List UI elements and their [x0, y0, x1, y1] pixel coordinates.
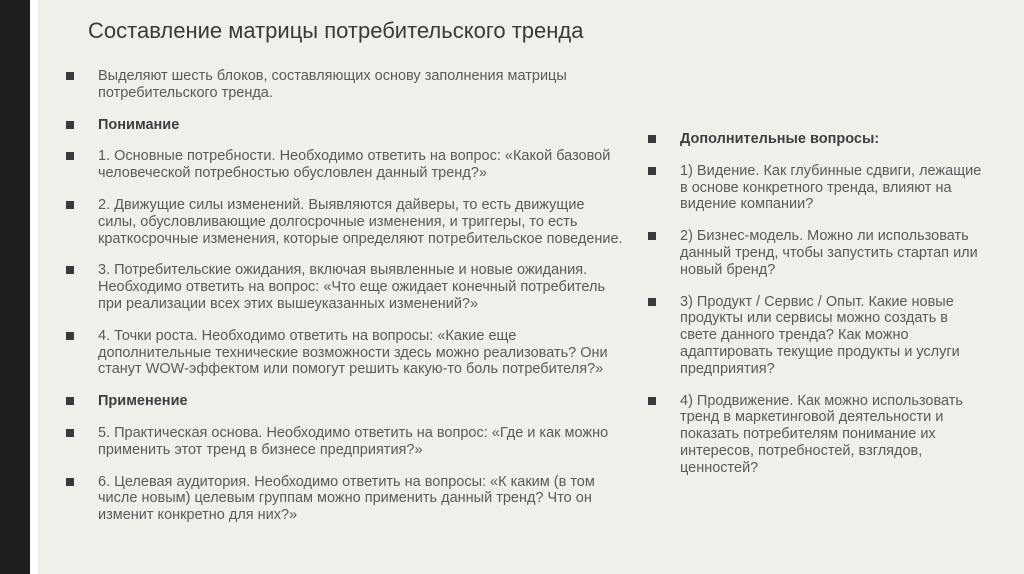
list-item	[648, 294, 988, 378]
left-column	[66, 68, 626, 539]
square-bullet-icon	[66, 429, 74, 437]
square-bullet-icon	[66, 72, 74, 80]
list-item-text: 1. Основные потребности. Необходимо ответить на вопрос: «Какой базовой человеческой потребностью обусловлен данный тренд?»	[98, 148, 611, 182]
section-heading-application	[66, 393, 626, 410]
square-bullet-icon	[66, 201, 74, 209]
section-heading-additional-questions	[648, 131, 988, 148]
list-item-text: 2. Движущие силы изменений. Выявляются дайверы, то есть движущие силы, обусловливающие долгосрочные изменения, и триггеры, то есть краткосрочные изменения, которые определяют потребительское поведение.	[98, 196, 623, 247]
list-item	[648, 228, 988, 278]
section-heading-understanding	[66, 117, 626, 134]
square-bullet-icon	[66, 332, 74, 340]
list-item	[66, 148, 626, 182]
list-item	[648, 393, 988, 477]
list-item	[66, 197, 626, 247]
list-item	[66, 328, 626, 378]
square-bullet-icon	[648, 135, 656, 143]
list-item-text: 4. Точки роста. Необходимо ответить на вопросы: «Какие еще дополнительные технические возможности здесь можно реализовать? Они станут WOW-эффектом или помогут решить какую-то боль потребителя?»	[98, 327, 608, 378]
section-heading-text: Применение	[98, 393, 188, 410]
right-column	[648, 131, 988, 492]
list-item-text: 3. Потребительские ожидания, включая выявленные и новые ожидания. Необходимо ответить на вопрос: «Что еще ожидает конечный потребитель при реализации всех этих вышеуказанных изменений?»	[98, 262, 606, 312]
list-item-text: 3) Продукт / Сервис / Опыт. Какие новые продукты или сервисы можно создать в свете данного тренда? Как можно адаптировать текущие продукты и услуги предприятия?	[680, 293, 960, 377]
list-item-text: 5. Практическая основа. Необходимо ответить на вопрос: «Где и как можно применить этот тренд в бизнесе предприятия?»	[98, 424, 609, 458]
list-item	[66, 474, 626, 524]
list-item	[648, 163, 988, 213]
list-item-text: 1) Видение. Как глубинные сдвиги, лежащие в основе конкретного тренда, влияют на видение компании?	[680, 162, 982, 213]
square-bullet-icon	[648, 397, 656, 405]
section-heading-text: Понимание	[98, 116, 180, 133]
list-item	[66, 68, 626, 102]
slide-title: Составление матрицы потребительского тренда	[88, 18, 584, 43]
square-bullet-icon	[66, 121, 74, 129]
list-item-text: 4) Продвижение. Как можно использовать тренд в маркетинговой деятельности и показать потребителям понимание их интересов, потребностей, взглядов, ценностей?	[680, 392, 963, 476]
list-item	[66, 425, 626, 459]
square-bullet-icon	[648, 232, 656, 240]
square-bullet-icon	[66, 478, 74, 486]
list-item-text: 6. Целевая аудитория. Необходимо ответить на вопросы: «К каким (в том числе новым) целевым группам можно применить данный тренд? Что он изменит конкретно для них?»	[98, 473, 595, 524]
left-decor-strip	[0, 0, 30, 574]
list-item	[66, 262, 626, 312]
square-bullet-icon	[648, 298, 656, 306]
section-heading-text: Дополнительные вопросы:	[680, 131, 880, 147]
square-bullet-icon	[66, 266, 74, 274]
list-item-text: Выделяют шесть блоков, составляющих основу заполнения матрицы потребительского тренда.	[98, 68, 567, 101]
square-bullet-icon	[648, 167, 656, 175]
list-item-text: 2) Бизнес-модель. Можно ли использовать данный тренд, чтобы запустить стартап или новый бренд?	[680, 228, 978, 278]
square-bullet-icon	[66, 397, 74, 405]
square-bullet-icon	[66, 152, 74, 160]
